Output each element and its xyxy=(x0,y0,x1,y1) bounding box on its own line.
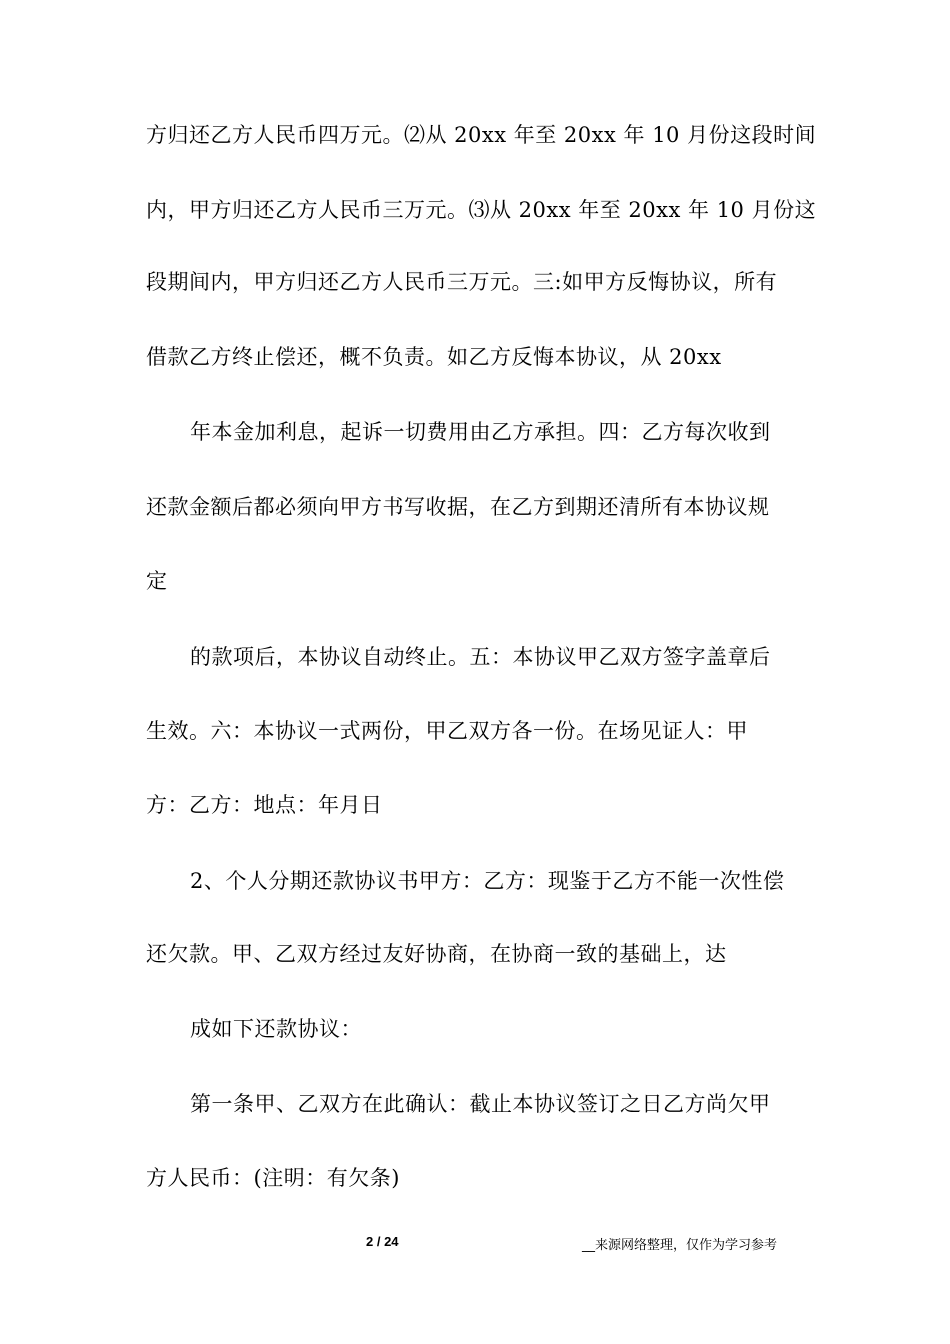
body-text-line-7: 定 xyxy=(146,569,168,593)
body-text-line-6: 还款金额后都必须向甲方书写收据，在乙方到期还清所有本协议规 xyxy=(146,495,770,519)
body-text-line-9: 生效。六：本协议一式两份，甲乙双方各一份。在场见证人：甲 xyxy=(146,719,748,743)
body-text-line-15: 方人民币：(注明：有欠条) xyxy=(146,1166,400,1190)
body-text-line-2: 内，甲方归还乙方人民币三万元。⑶从 20xx 年至 20xx 年 10 月份这 xyxy=(146,198,817,222)
body-text-line-3: 段期间内，甲方归还乙方人民币三万元。三:如甲方反悔协议，所有 xyxy=(146,270,778,294)
body-text-line-11: 2、个人分期还款协议书甲方：乙方：现鉴于乙方不能一次性偿 xyxy=(190,869,785,893)
body-text-line-13: 成如下还款协议： xyxy=(190,1017,362,1041)
body-text-line-5: 年本金加利息，起诉一切费用由乙方承担。四：乙方每次收到 xyxy=(190,420,771,444)
body-text-line-12: 还欠款。甲、乙双方经过友好协商，在协商一致的基础上，达 xyxy=(146,942,727,966)
body-text-line-8: 的款项后，本协议自动终止。五：本协议甲乙双方签字盖章后 xyxy=(190,645,771,669)
body-text-line-14: 第一条甲、乙双方在此确认：截止本协议签订之日乙方尚欠甲 xyxy=(190,1092,771,1116)
body-text-line-4: 借款乙方终止偿还，概不负责。如乙方反悔本协议，从 20xx xyxy=(146,345,722,369)
page-number: 2 / 24 xyxy=(366,1234,399,1249)
body-text-line-1: 方归还乙方人民币四万元。⑵从 20xx 年至 20xx 年 10 月份这段时间 xyxy=(146,123,817,147)
source-note: __来源网络整理，仅作为学习参考 xyxy=(582,1238,778,1253)
body-text-line-10: 方：乙方：地点：年月日 xyxy=(146,793,383,817)
